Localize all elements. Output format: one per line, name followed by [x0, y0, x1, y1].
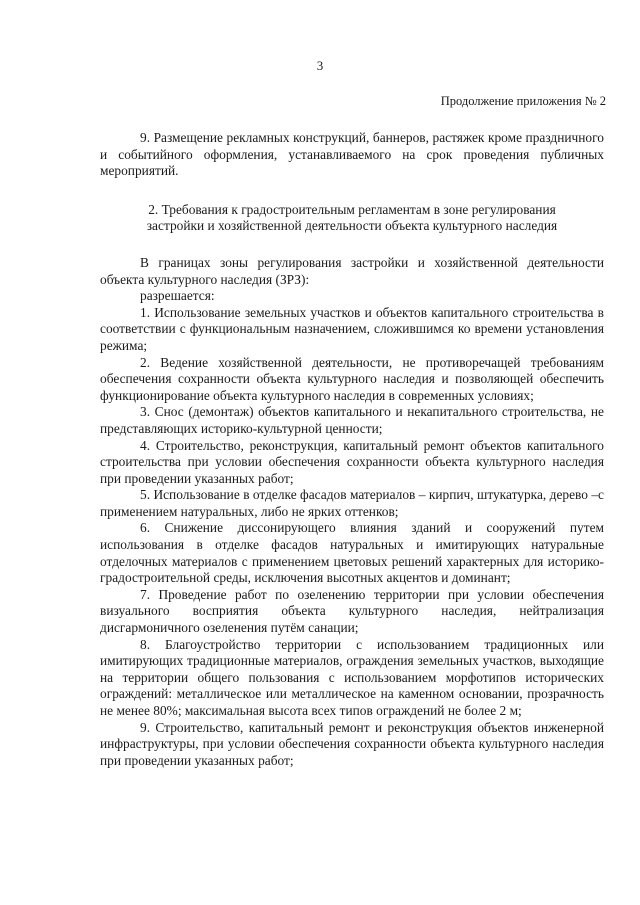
section-heading-line-2: застройки и хозяйственной деятельности объекта культурного наследия — [146, 218, 558, 234]
list-item: 4. Строительство, реконструкция, капитальный ремонт объектов капитального строительства при условии обеспечения сохранности объекта культурного наследия при проведении указанных работ; — [100, 437, 604, 486]
list-item: 5. Использование в отделке фасадов материалов – кирпич, штукатурка, дерево –с применением натуральных, либо не ярких оттенков; — [100, 487, 604, 519]
zone-intro: В границах зоны регулирования застройки и хозяйственной деятельности объекта культурного наследия (ЗРЗ): — [100, 254, 604, 287]
document-body — [100, 130, 604, 769]
list-item: 8. Благоустройство территории с использованием традиционных или имитирующих традиционные материалов, ограждения земельных участков, выходящие на территории общего пользования с использованием морфотипов исторических ограждений: металлическое или металлическое на каменном основании, прозрачность не менее 80%; максимальная высота всех типов ограждений не более 2 м; — [100, 636, 604, 718]
section-heading-line-1: 2. Требования к градостроительным регламентам в зоне регулирования — [148, 201, 556, 217]
page-number: 3 — [316, 58, 324, 73]
list-item: 6. Снижение диссонирующего влияния зданий и сооружений путем использования в отделке фасадов натуральных и имитирующих натуральные отделочных материалов с применением цветовых решений характерных для историко-градостроительной среды, исключения высотных акцентов и доминант; — [100, 520, 604, 586]
intro-item: 9. Размещение рекламных конструкций, баннеров, растяжек кроме праздничного и событийного оформления, устанавливаемого на срок проведения публичных мероприятий. — [100, 130, 604, 179]
continuation-label: Продолжение приложения № 2 — [440, 94, 606, 108]
section-heading — [100, 202, 604, 235]
allowed-label: разрешается: — [140, 288, 215, 304]
list-item: 2. Ведение хозяйственной деятельности, не противоречащей требованиям обеспечения сохранности объекта культурного наследия и позволяющей обеспечить функционирование объекта культурного наследия в современных условиях; — [100, 354, 604, 403]
list-item: 9. Строительство, капитальный ремонт и реконструкция объектов инженерной инфраструктуры, при условии обеспечения сохранности объекта культурного наследия при проведении указанных работ; — [100, 719, 604, 768]
list-item: 7. Проведение работ по озеленению территории при условии обеспечения визуального восприятия объекта культурного наследия, нейтрализация дисгармоничного озеленения путём санации; — [100, 586, 604, 636]
list-item: 1. Использование земельных участков и объектов капитального строительства в соответствии с функциональным назначением, сложившимся ко времени установления режима; — [100, 304, 604, 353]
list-item: 3. Снос (демонтаж) объектов капитального и некапитального строительства, не представляющих историко-культурной ценности; — [100, 404, 604, 436]
